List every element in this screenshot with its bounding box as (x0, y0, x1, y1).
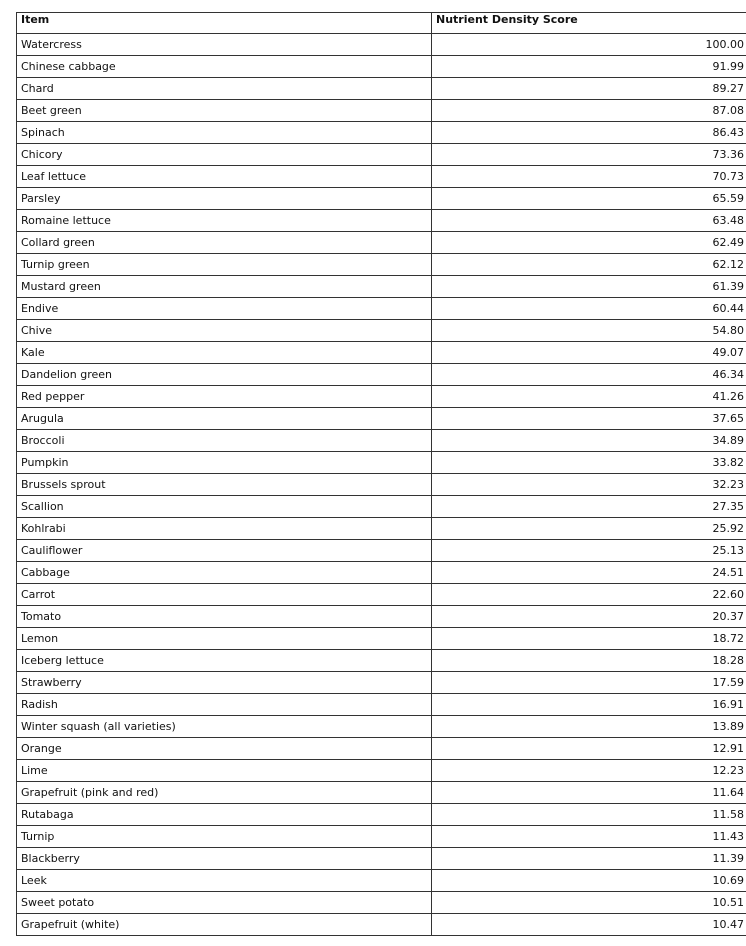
score-cell: 34.89 (432, 430, 746, 452)
score-cell: 37.65 (432, 408, 746, 430)
item-cell: Broccoli (17, 430, 432, 452)
score-cell: 91.99 (432, 56, 746, 78)
item-cell: Orange (17, 738, 432, 760)
score-cell: 49.07 (432, 342, 746, 364)
table-row (17, 56, 746, 78)
item-cell: Romaine lettuce (17, 210, 432, 232)
item-cell: Strawberry (17, 672, 432, 694)
item-cell: Rutabaga (17, 804, 432, 826)
score-cell: 12.91 (432, 738, 746, 760)
score-cell: 11.64 (432, 782, 746, 804)
item-cell: Turnip (17, 826, 432, 848)
table-row (17, 386, 746, 408)
table-body (17, 34, 746, 936)
table-row (17, 782, 746, 804)
table-row (17, 122, 746, 144)
table-row (17, 188, 746, 210)
table-row (17, 276, 746, 298)
score-cell: 63.48 (432, 210, 746, 232)
table-row (17, 474, 746, 496)
item-cell: Chive (17, 320, 432, 342)
score-cell: 10.51 (432, 892, 746, 914)
column-header-item: Item (17, 13, 432, 34)
item-cell: Chicory (17, 144, 432, 166)
item-cell: Collard green (17, 232, 432, 254)
score-cell: 33.82 (432, 452, 746, 474)
score-cell: 46.34 (432, 364, 746, 386)
score-cell: 89.27 (432, 78, 746, 100)
table-row (17, 34, 746, 56)
score-cell: 18.72 (432, 628, 746, 650)
item-cell: Watercress (17, 34, 432, 56)
score-cell: 54.80 (432, 320, 746, 342)
score-cell: 17.59 (432, 672, 746, 694)
item-cell: Winter squash (all varieties) (17, 716, 432, 738)
table-row (17, 606, 746, 628)
table-row (17, 892, 746, 914)
score-cell: 11.58 (432, 804, 746, 826)
table-row (17, 518, 746, 540)
score-cell: 41.26 (432, 386, 746, 408)
table-row (17, 342, 746, 364)
item-cell: Endive (17, 298, 432, 320)
table-row (17, 914, 746, 936)
item-cell: Red pepper (17, 386, 432, 408)
item-cell: Dandelion green (17, 364, 432, 386)
item-cell: Radish (17, 694, 432, 716)
score-cell: 10.47 (432, 914, 746, 936)
item-cell: Leaf lettuce (17, 166, 432, 188)
item-cell: Arugula (17, 408, 432, 430)
table-row (17, 716, 746, 738)
score-cell: 25.13 (432, 540, 746, 562)
item-cell: Cabbage (17, 562, 432, 584)
nutrient-table-container (16, 12, 744, 936)
nutrient-density-table (16, 12, 746, 936)
item-cell: Turnip green (17, 254, 432, 276)
score-cell: 62.49 (432, 232, 746, 254)
score-cell: 24.51 (432, 562, 746, 584)
score-cell: 86.43 (432, 122, 746, 144)
item-cell: Iceberg lettuce (17, 650, 432, 672)
score-cell: 11.43 (432, 826, 746, 848)
score-cell: 27.35 (432, 496, 746, 518)
score-cell: 16.91 (432, 694, 746, 716)
score-cell: 18.28 (432, 650, 746, 672)
score-cell: 62.12 (432, 254, 746, 276)
item-cell: Chard (17, 78, 432, 100)
item-cell: Brussels sprout (17, 474, 432, 496)
table-row (17, 452, 746, 474)
score-cell: 87.08 (432, 100, 746, 122)
table-row (17, 694, 746, 716)
score-cell: 100.00 (432, 34, 746, 56)
item-cell: Kohlrabi (17, 518, 432, 540)
item-cell: Sweet potato (17, 892, 432, 914)
item-cell: Beet green (17, 100, 432, 122)
item-cell: Leek (17, 870, 432, 892)
item-cell: Kale (17, 342, 432, 364)
table-row (17, 804, 746, 826)
table-row (17, 584, 746, 606)
score-cell: 20.37 (432, 606, 746, 628)
item-cell: Spinach (17, 122, 432, 144)
table-row (17, 320, 746, 342)
table-row (17, 232, 746, 254)
item-cell: Carrot (17, 584, 432, 606)
item-cell: Mustard green (17, 276, 432, 298)
table-row (17, 254, 746, 276)
table-row (17, 78, 746, 100)
score-cell: 32.23 (432, 474, 746, 496)
item-cell: Blackberry (17, 848, 432, 870)
table-row (17, 562, 746, 584)
item-cell: Cauliflower (17, 540, 432, 562)
table-row (17, 496, 746, 518)
table-row (17, 100, 746, 122)
table-row (17, 430, 746, 452)
item-cell: Pumpkin (17, 452, 432, 474)
table-row (17, 166, 746, 188)
score-cell: 13.89 (432, 716, 746, 738)
item-cell: Scallion (17, 496, 432, 518)
table-row (17, 650, 746, 672)
score-cell: 22.60 (432, 584, 746, 606)
item-cell: Chinese cabbage (17, 56, 432, 78)
table-row (17, 672, 746, 694)
score-cell: 10.69 (432, 870, 746, 892)
table-row (17, 298, 746, 320)
table-row (17, 870, 746, 892)
score-cell: 60.44 (432, 298, 746, 320)
score-cell: 61.39 (432, 276, 746, 298)
table-row (17, 826, 746, 848)
item-cell: Grapefruit (white) (17, 914, 432, 936)
item-cell: Grapefruit (pink and red) (17, 782, 432, 804)
item-cell: Lemon (17, 628, 432, 650)
column-header-score: Nutrient Density Score (432, 13, 746, 34)
table-row (17, 540, 746, 562)
item-cell: Lime (17, 760, 432, 782)
table-row (17, 408, 746, 430)
table-row (17, 144, 746, 166)
table-row (17, 848, 746, 870)
table-row (17, 738, 746, 760)
table-row (17, 628, 746, 650)
score-cell: 25.92 (432, 518, 746, 540)
item-cell: Tomato (17, 606, 432, 628)
item-cell: Parsley (17, 188, 432, 210)
table-row (17, 210, 746, 232)
score-cell: 65.59 (432, 188, 746, 210)
score-cell: 12.23 (432, 760, 746, 782)
score-cell: 11.39 (432, 848, 746, 870)
score-cell: 73.36 (432, 144, 746, 166)
table-row (17, 364, 746, 386)
header-row (17, 13, 746, 34)
score-cell: 70.73 (432, 166, 746, 188)
table-row (17, 760, 746, 782)
